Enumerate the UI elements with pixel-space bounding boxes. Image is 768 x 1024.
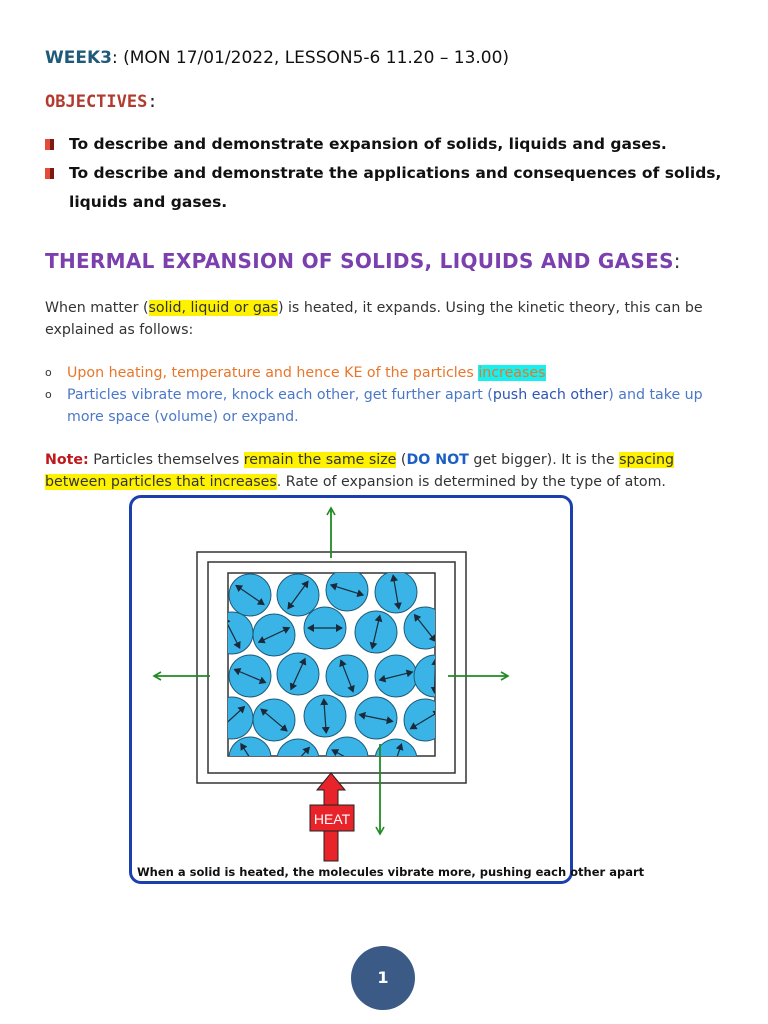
intro-text: When matter ( bbox=[45, 300, 149, 316]
heat-arrow-tail bbox=[324, 831, 338, 861]
intro-paragraph bbox=[45, 297, 735, 341]
note-highlight-spacing: spacing between particles that increases bbox=[45, 452, 674, 490]
heat-label: HEAT bbox=[313, 811, 351, 827]
point-vibrate-push: push each other bbox=[492, 387, 609, 403]
point-vibrate-end: ) and take up more space (volume) or expand. bbox=[67, 387, 703, 425]
note-text: get bigger). It is the bbox=[468, 452, 620, 468]
list-marker: o bbox=[45, 366, 52, 379]
point-heating bbox=[67, 362, 737, 384]
objective-item bbox=[45, 130, 735, 159]
objective-text: To describe and demonstrate expansion of solids, liquids and gases. bbox=[69, 135, 667, 153]
week-details: (MON 17/01/2022, LESSON5-6 11.20 – 13.00) bbox=[117, 48, 510, 68]
intro-text-end: ) is heated, it expands. Using the kinetic theory, this can be explained as follows: bbox=[45, 300, 703, 338]
point-vibrate-text: Particles vibrate more, knock each other, get further apart ( bbox=[67, 387, 493, 403]
bullet-icon bbox=[45, 168, 54, 179]
point-vibrate bbox=[67, 384, 737, 428]
week-colon: : bbox=[111, 48, 118, 68]
point-heating-highlight: increases bbox=[478, 365, 546, 381]
bullet-icon bbox=[45, 139, 54, 150]
objectives-label: OBJECTIVES bbox=[45, 92, 148, 112]
point-heating-text: Upon heating, temperature and hence KE of the particles bbox=[67, 365, 479, 381]
note-text: Particles themselves bbox=[88, 452, 244, 468]
section-heading bbox=[45, 249, 681, 273]
objective-item bbox=[45, 159, 735, 217]
intro-highlight: solid, liquid or gas bbox=[148, 300, 278, 316]
expansion-diagram bbox=[129, 495, 645, 884]
page-number: 1 bbox=[351, 946, 415, 1010]
list-marker: o bbox=[45, 388, 52, 401]
objective-text: To describe and demonstrate the applications and consequences of solids, liquids and gases. bbox=[69, 164, 722, 211]
expansion-illustration bbox=[132, 498, 645, 881]
section-colon: : bbox=[673, 249, 681, 273]
note-label: Note: bbox=[45, 452, 89, 468]
note-emphasis: DO NOT bbox=[406, 452, 469, 468]
section-title: THERMAL EXPANSION OF SOLIDS, LIQUIDS AND GASES bbox=[45, 249, 674, 273]
note-highlight-size: remain the same size bbox=[243, 452, 397, 468]
note-paragraph bbox=[45, 449, 735, 493]
week-label: WEEK3 bbox=[45, 48, 112, 68]
objectives-title bbox=[45, 92, 158, 112]
note-text: ( bbox=[396, 452, 407, 468]
figure-caption: When a solid is heated, the molecules vibrate more, pushing each other apart bbox=[137, 865, 645, 879]
kinetic-points bbox=[45, 362, 735, 432]
note-text: . Rate of expansion is determined by the type of atom. bbox=[276, 474, 666, 490]
objectives-colon: : bbox=[147, 92, 158, 112]
lesson-header bbox=[45, 48, 509, 68]
